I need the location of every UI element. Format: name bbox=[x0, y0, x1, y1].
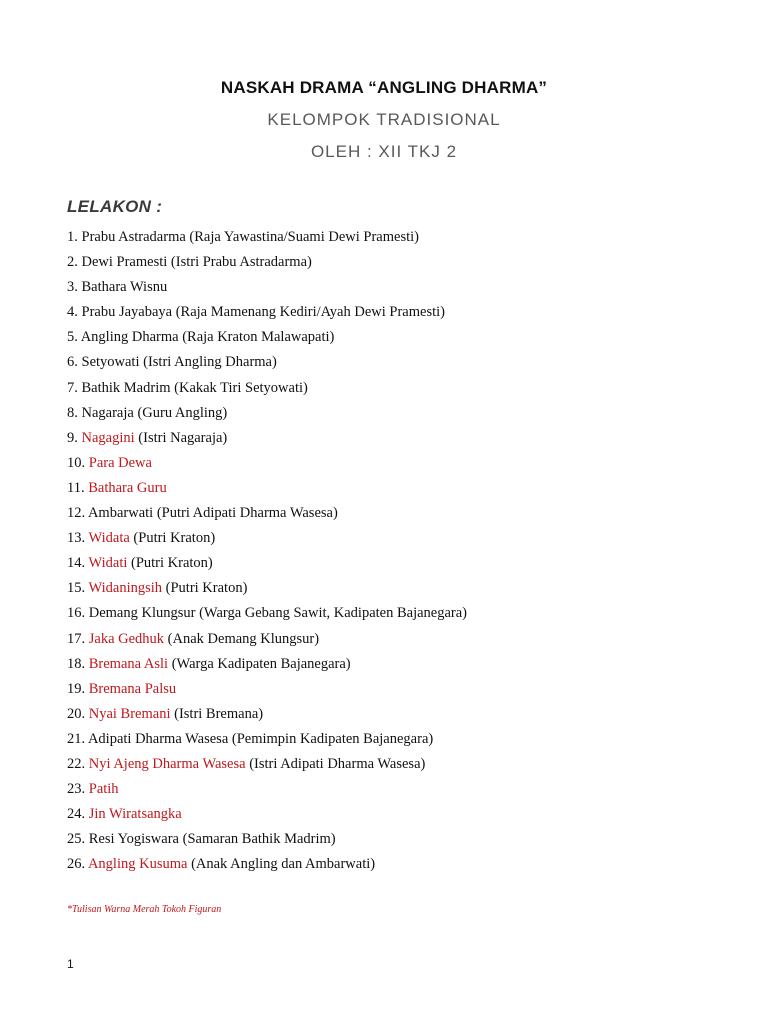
cast-list-item bbox=[67, 376, 467, 401]
cast-list-item bbox=[67, 727, 467, 752]
cast-list-item bbox=[67, 501, 467, 526]
cast-list-item bbox=[67, 576, 467, 601]
cast-item-name: Setyowati bbox=[81, 354, 140, 371]
cast-item-number: 24. bbox=[67, 806, 86, 823]
document-title: NASKAH DRAMA “ANGLING DHARMA” bbox=[220, 78, 548, 97]
cast-list-item bbox=[67, 300, 467, 325]
document-subtitle-group: KELOMPOK TRADISIONAL bbox=[267, 110, 501, 129]
cast-item-name: Adipati Dharma Wasesa bbox=[87, 730, 229, 747]
cast-list-item bbox=[67, 325, 467, 350]
cast-item-role: (Anak Demang Klungsur) bbox=[167, 630, 320, 647]
cast-item-number: 12. bbox=[67, 505, 86, 522]
cast-item-name: Bathik Madrim bbox=[81, 379, 171, 396]
cast-item-role: (Istri Bremana) bbox=[174, 705, 264, 722]
cast-item-number: 8. bbox=[67, 404, 78, 421]
cast-list-item bbox=[67, 250, 467, 275]
cast-list-item bbox=[67, 802, 467, 827]
cast-list-item bbox=[67, 827, 467, 852]
cast-item-name: Angling Kusuma bbox=[87, 856, 188, 873]
cast-list-item bbox=[67, 702, 467, 727]
cast-item-role: (Putri Kraton) bbox=[165, 580, 248, 597]
cast-item-number: 20. bbox=[67, 705, 86, 722]
cast-item-name: Jaka Gedhuk bbox=[88, 630, 165, 647]
cast-item-number: 26. bbox=[67, 856, 86, 873]
section-heading-lelakon: LELAKON : bbox=[67, 197, 163, 216]
cast-item-role: (Samaran Bathik Madrim) bbox=[182, 831, 336, 848]
cast-list-item bbox=[67, 852, 467, 877]
cast-item-name: Nagagini bbox=[81, 429, 135, 446]
cast-item-role: (Istri Angling Dharma) bbox=[143, 354, 277, 371]
cast-list-item bbox=[67, 551, 467, 576]
cast-item-role: (Raja Kraton Malawapati) bbox=[182, 329, 335, 346]
cast-item-name: Widata bbox=[88, 530, 130, 547]
cast-item-role: (Raja Yawastina/Suami Dewi Pramesti) bbox=[189, 229, 419, 245]
cast-item-name: Bremana Palsu bbox=[88, 680, 177, 697]
cast-item-name: Para Dewa bbox=[88, 454, 152, 471]
cast-item-name: Jin Wiratsangka bbox=[88, 806, 182, 823]
cast-item-name: Prabu Astradarma bbox=[81, 229, 186, 245]
footnote: *Tulisan Warna Merah Tokoh Figuran bbox=[67, 904, 222, 915]
cast-list-item bbox=[67, 526, 467, 551]
cast-item-role: (Pemimpin Kadipaten Bajanegara) bbox=[231, 730, 434, 747]
cast-item-number: 2. bbox=[67, 254, 78, 271]
cast-item-name: Patih bbox=[88, 781, 119, 798]
cast-list-item bbox=[67, 752, 467, 777]
cast-item-name: Angling Dharma bbox=[80, 329, 179, 346]
cast-list-item bbox=[67, 401, 467, 426]
cast-item-number: 23. bbox=[67, 781, 86, 798]
cast-list-item bbox=[67, 476, 467, 501]
cast-item-role: (Istri Prabu Astradarma) bbox=[170, 254, 312, 271]
cast-item-name: Widaningsih bbox=[88, 580, 163, 597]
cast-list-item bbox=[67, 677, 467, 702]
cast-item-role: (Putri Kraton) bbox=[131, 555, 213, 572]
cast-item-number: 10. bbox=[67, 454, 86, 471]
cast-item-number: 4. bbox=[67, 304, 78, 321]
cast-item-number: 5. bbox=[67, 329, 78, 346]
cast-item-name: Nagaraja bbox=[81, 404, 134, 421]
cast-item-name: Dewi Pramesti bbox=[81, 254, 168, 271]
cast-item-name: Bathara Wisnu bbox=[81, 279, 168, 296]
cast-item-number: 1. bbox=[67, 229, 78, 245]
cast-item-name: Ambarwati bbox=[87, 505, 154, 522]
cast-item-number: 14. bbox=[67, 555, 86, 572]
page-number: 1 bbox=[67, 957, 74, 971]
cast-item-number: 3. bbox=[67, 279, 78, 296]
cast-item-role: (Istri Adipati Dharma Wasesa) bbox=[249, 755, 426, 772]
cast-item-number: 11. bbox=[67, 479, 85, 496]
cast-list-item bbox=[67, 225, 467, 250]
cast-item-number: 7. bbox=[67, 379, 78, 396]
cast-item-role: (Putri Kraton) bbox=[133, 530, 216, 547]
cast-list bbox=[67, 225, 467, 877]
cast-item-name: Nyai Bremani bbox=[88, 705, 171, 722]
cast-item-number: 21. bbox=[67, 730, 86, 747]
cast-item-name: Bathara Guru bbox=[88, 479, 167, 496]
cast-item-number: 6. bbox=[67, 354, 78, 371]
cast-item-name: Nyi Ajeng Dharma Wasesa bbox=[88, 755, 246, 772]
cast-item-role: (Putri Adipati Dharma Wasesa) bbox=[156, 505, 338, 522]
cast-item-number: 13. bbox=[67, 530, 86, 547]
cast-list-item bbox=[67, 627, 467, 652]
cast-list-item bbox=[67, 451, 467, 476]
cast-list-item bbox=[67, 601, 467, 626]
cast-item-role: (Raja Mamenang Kediri/Ayah Dewi Pramesti) bbox=[175, 304, 445, 321]
cast-item-number: 25. bbox=[67, 831, 86, 848]
cast-item-role: (Kakak Tiri Setyowati) bbox=[174, 379, 308, 396]
cast-list-item bbox=[67, 275, 467, 300]
cast-item-number: 18. bbox=[67, 655, 86, 672]
cast-item-number: 19. bbox=[67, 680, 86, 697]
cast-item-number: 16. bbox=[67, 605, 86, 622]
cast-item-name: Bremana Asli bbox=[88, 655, 169, 672]
cast-list-item bbox=[67, 350, 467, 375]
cast-item-number: 17. bbox=[67, 630, 86, 647]
cast-item-name: Widati bbox=[88, 555, 128, 572]
cast-item-number: 9. bbox=[67, 429, 78, 446]
cast-item-role: (Guru Angling) bbox=[137, 404, 228, 421]
cast-list-item bbox=[67, 426, 467, 451]
cast-item-number: 22. bbox=[67, 755, 86, 772]
cast-item-role: (Istri Nagaraja) bbox=[138, 429, 228, 446]
cast-item-role: (Warga Gebang Sawit, Kadipaten Bajanegara) bbox=[199, 605, 468, 622]
cast-list-item bbox=[67, 777, 467, 802]
cast-item-number: 15. bbox=[67, 580, 86, 597]
cast-list-item bbox=[67, 652, 467, 677]
cast-item-name: Demang Klungsur bbox=[88, 605, 196, 622]
cast-item-role: (Anak Angling dan Ambarwati) bbox=[191, 856, 376, 873]
cast-item-name: Prabu Jayabaya bbox=[81, 304, 173, 321]
document-subtitle-author: OLEH : XII TKJ 2 bbox=[310, 142, 458, 161]
cast-item-name: Resi Yogiswara bbox=[88, 831, 179, 848]
cast-item-role: (Warga Kadipaten Bajanegara) bbox=[171, 655, 351, 672]
